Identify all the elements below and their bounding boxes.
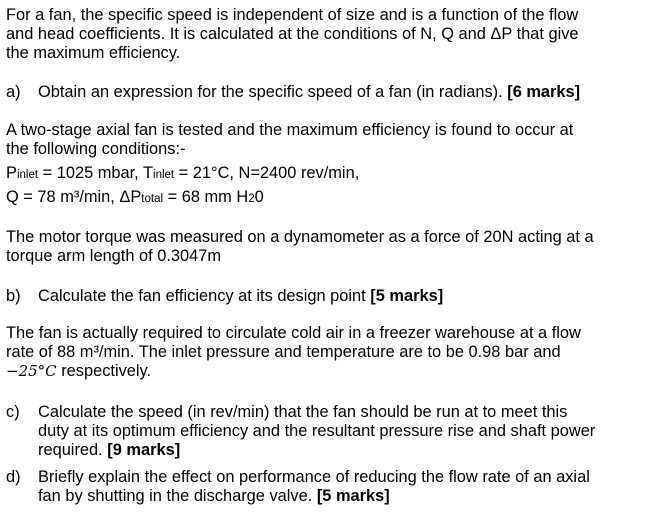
torque-paragraph xyxy=(6,228,642,266)
intro-paragraph xyxy=(6,6,642,63)
h2o-subscript: 2 xyxy=(248,193,255,205)
part-b-label: b) xyxy=(6,287,21,305)
part-d-body xyxy=(38,468,642,506)
part-b-body xyxy=(38,287,642,306)
freezer-line-3-end: respectively. xyxy=(56,362,152,380)
conditions-line-2 xyxy=(6,188,642,209)
part-a-marks: [6 marks] xyxy=(507,83,581,101)
part-b-text: Calculate the fan efficiency at its design point xyxy=(38,287,366,305)
intro-line-1: For a fan, the specific speed is independent of size and is a function of the flow xyxy=(6,6,579,24)
test-line-1: A two-stage axial fan is tested and the maximum efficiency is found to occur at xyxy=(6,121,574,139)
part-d-marks: [5 marks] xyxy=(316,487,390,505)
torque-line-2: torque arm length of 0.3047m xyxy=(6,247,222,265)
part-a-label: a) xyxy=(6,83,21,101)
dp-value: = 68 mm H xyxy=(163,188,249,206)
freezer-temperature: −25°C xyxy=(6,362,57,380)
part-d-label: d) xyxy=(6,468,21,486)
part-b-marks: [5 marks] xyxy=(370,287,444,305)
dp-subscript: total xyxy=(141,193,164,205)
test-line-2: the following conditions:- xyxy=(6,140,186,158)
t-subscript: inlet xyxy=(153,169,175,181)
p-symbol: P xyxy=(6,164,17,182)
part-c-line-2: duty at its optimum efficiency and the resultant pressure rise and shaft power xyxy=(38,422,596,440)
h2o-end: 0 xyxy=(254,188,264,206)
q-text: Q = 78 m³/min, ΔP xyxy=(6,188,142,206)
p-value: = 1025 mbar, xyxy=(38,164,143,182)
freezer-paragraph xyxy=(6,324,642,381)
part-c-label: c) xyxy=(6,403,20,421)
part-a-text: Obtain an expression for the specific speed of a fan (in radians). xyxy=(38,83,503,101)
freezer-line-1: The fan is actually required to circulate cold air in a freezer warehouse at a flow xyxy=(6,324,581,342)
part-c-line-1: Calculate the speed (in rev/min) that the fan should be run at to meet this xyxy=(38,403,568,421)
t-symbol: T xyxy=(143,164,154,182)
part-a-body xyxy=(38,83,642,102)
torque-line-1: The motor torque was measured on a dynamometer as a force of 20N acting at a xyxy=(6,228,594,246)
part-d-line-1: Briefly explain the effect on performance of reducing the flow rate of an axial xyxy=(38,468,590,486)
part-d-line-2: fan by shutting in the discharge valve. xyxy=(38,487,313,505)
t-value: = 21°C, N=2400 rev/min, xyxy=(174,164,360,182)
part-c-body xyxy=(38,403,642,460)
freezer-line-2: rate of 88 m³/min. The inlet pressure and temperature are to be 0.98 bar and xyxy=(6,343,561,361)
test-paragraph xyxy=(6,121,642,159)
part-c-marks: [9 marks] xyxy=(107,441,181,459)
part-c-line-3: required. xyxy=(38,441,103,459)
conditions-line-1 xyxy=(6,164,642,185)
intro-line-3: the maximum efficiency. xyxy=(6,44,181,62)
p-subscript: inlet xyxy=(16,169,39,181)
intro-line-2: and head coefficients. It is calculated at the conditions of N, Q and ΔP that give xyxy=(6,25,579,43)
